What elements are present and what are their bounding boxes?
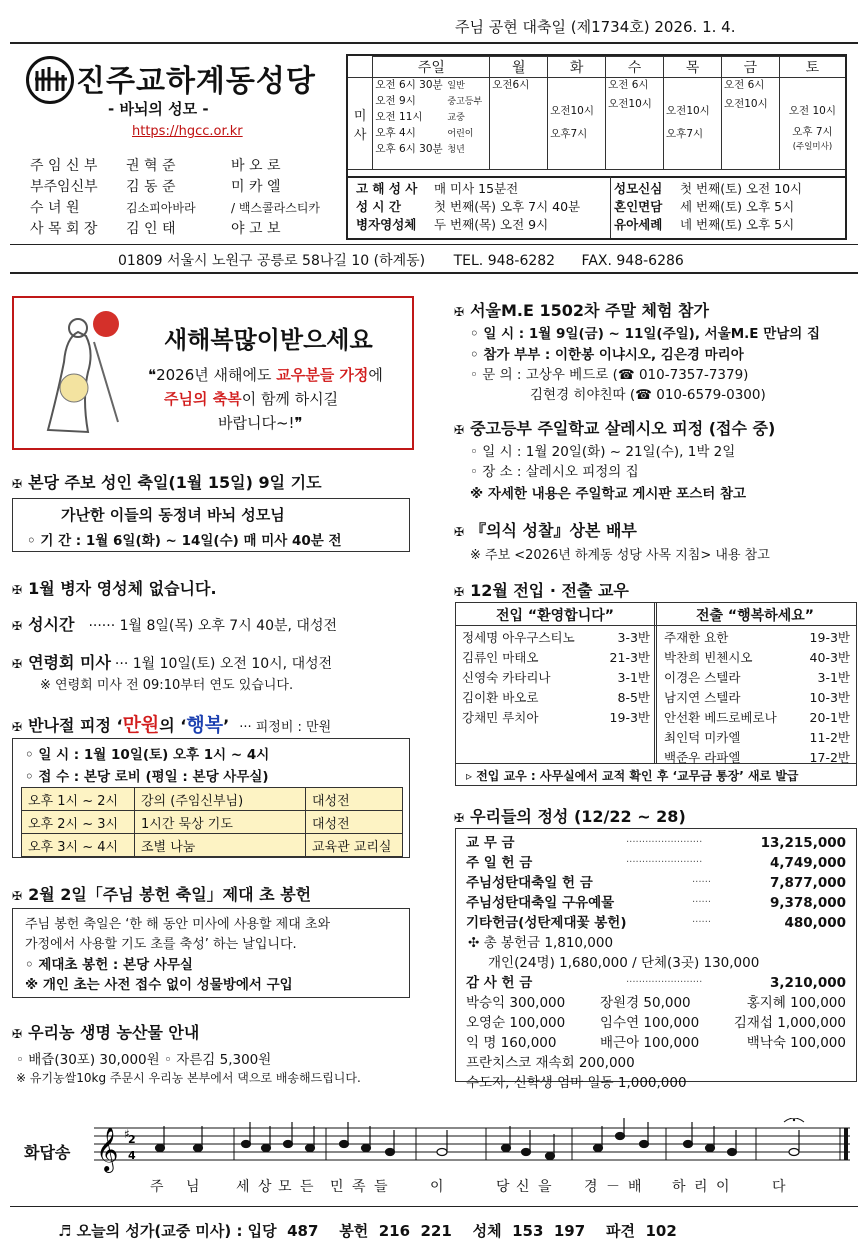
candle-heading: ✠ 2월 2일「주님 봉헌 축일」제대 초 봉헌 (12, 885, 312, 904)
thursday-mass-cell: 오전10시 오후7시 (664, 78, 722, 170)
staff-row: 사 목 회 장 김 인 태 야 고 보 (30, 221, 281, 237)
farm-heading: ✠ 우리농 생명 농산물 안내 (12, 1023, 200, 1042)
farm-note: ※ 유기농쌀10kg 주문시 우리농 본부에서 댁으로 배송해드립니다. (16, 1071, 361, 1085)
issue-info: 주님 공현 대축일 (제1734호) 2026. 1. 4. (455, 18, 736, 36)
total-offering: ✣ 총 봉헌금 1,810,000 (468, 935, 614, 951)
psalm-label: 화답송 (24, 1143, 71, 1162)
youth-retreat-heading: ✠ 중고등부 주일학교 살레시오 피정 (접수 중) (454, 419, 776, 438)
list-item: 정세명 아우구스티노 3-3반 (462, 630, 650, 645)
staff-row: 주 임 신 부 권 혁 준 바 오 로 (30, 158, 281, 174)
list-item: 백준우 라파엘 17-2반 (664, 750, 850, 765)
svg-text:2: 2 (128, 1133, 136, 1146)
donation-row: 주 일 헌 금 ························ 4,749,000 (466, 855, 846, 871)
day-header: 목 (664, 57, 722, 78)
church-motto: - 바뇌의 성모 - (108, 100, 209, 118)
list-item: 주재한 요한 19-3반 (664, 630, 850, 645)
list-item: 김류인 마태오 21-3반 (462, 650, 650, 665)
top-divider (10, 42, 858, 44)
staff-list (30, 156, 320, 240)
novena-box-title: 가난한 이들의 동정녀 바뇌 성모님 (61, 506, 285, 524)
hymn-numbers: ♬ 오늘의 성가(교중 미사) : 입당 487 봉헌 216 221 성체 153 197 파견 102 (58, 1222, 677, 1240)
monday-mass-cell: 오전6시 (490, 78, 548, 170)
table-row: 오후 3시 ~ 4시 조별 나눔 교육관 교리실 (22, 834, 403, 857)
novena-heading: ✠ 본당 주보 성인 축일(1월 15일) 9일 기도 (12, 473, 322, 492)
thanks-row: 익 명 160,000 배근아 100,000 백낙숙 100,000 (466, 1035, 846, 1051)
donation-row: 주님성탄대축일 구유예물 ······ 9,378,000 (466, 895, 846, 911)
donation-row: 주님성탄대축일 헌 금 ······ 7,877,000 (466, 875, 846, 891)
svg-text:♯: ♯ (124, 1127, 130, 1141)
saturday-mass-cell: 오전 10시 오후 7시 (주일미사) (779, 78, 845, 170)
donation-box (455, 828, 857, 1091)
list-item: 강채민 루치아 19-3반 (462, 710, 650, 725)
svg-text:𝄞: 𝄞 (96, 1127, 119, 1171)
banner-line-1: ❝2026년 새해에도 교우분들 가정에 (148, 366, 383, 384)
day-header: 주일 (373, 57, 490, 78)
address-line (118, 250, 684, 270)
day-header: 화 (548, 57, 606, 78)
thanks-row: 오영순 100,000 임수연 100,000 김재섭 1,000,000 (466, 1015, 846, 1031)
transfer-box (455, 602, 857, 786)
transfer-note: ▹ 전입 교우 : 사무실에서 교적 확인 후 ‘교무금 통장’ 새로 발급 (466, 769, 799, 783)
donation-row: 감 사 헌 금 ························ 3,210,000 (466, 975, 846, 991)
list-item: 최인덕 미카엘 11-2반 (664, 730, 850, 745)
elders-mass-heading: ✠ 연령회 미사 ··· 1월 10일(토) 오전 10시, 대성전 (12, 653, 333, 672)
transfer-heading: ✠ 12월 전입 · 전출 교우 (454, 581, 629, 600)
retreat-heading: ✠ 반나절 피정 ‘만원의 ‘행복’ ··· 피정비 : 만원 (12, 714, 332, 736)
list-item: 안선환 베드로베로나 20-1반 (664, 710, 850, 725)
new-year-banner (12, 296, 414, 450)
novena-period: ◦ 기 간 : 1월 6일(화) ~ 14일(수) 매 미사 40분 전 (27, 533, 342, 549)
list-item: 박찬희 빈첸시오 40-3반 (664, 650, 850, 665)
donation-row: 기타헌금(성탄제대꽃 봉헌) ······ 480,000 (466, 915, 846, 931)
elders-note: ※ 연령회 미사 전 09:10부터 연도 있습니다. (40, 678, 294, 693)
banner-line-2: 주님의 축복이 함께 하시길 (164, 390, 339, 408)
candle-box: 주님 봉헌 축일은 ‘한 해 동안 미사에 사용할 제대 초와 가정에서 사용할 기도 초를 축성’ 하는 날입니다. ◦ 제대초 봉헌 : 본당 사무실 ※ 개인 초는 사전 접수 없이 성물방에서 구입 (12, 908, 410, 998)
sunday-mass-cell: 오전 6시 30분 일반 오전 9시 중고등부 오전 11시 교중 오후 4시 어린이 오후 6시 30분 청년 (373, 78, 490, 170)
table-row: 오후 2시 ~ 3시 1시간 묵상 기도 대성전 (22, 811, 403, 834)
svg-text:4: 4 (128, 1149, 136, 1162)
thanks-extra: 수도자, 신학생 엄마 일동 1,000,000 (466, 1075, 687, 1091)
wednesday-mass-cell: 오전 6시 오전10시 (606, 78, 664, 170)
day-header: 토 (779, 57, 845, 78)
fax-text: FAX. 948-6286 (581, 253, 684, 269)
banner-title: 새해복많이받으세요 (164, 326, 373, 354)
list-item: 이경은 스텔라 3-1반 (664, 670, 850, 685)
thanks-extra: 프란치스코 재속회 200,000 (466, 1055, 635, 1071)
day-header: 금 (721, 57, 779, 78)
day-header: 월 (490, 57, 548, 78)
table-row: 오후 1시 ~ 2시 강의 (주임신부님) 대성전 (22, 788, 403, 811)
list-item: 남지연 스텔라 10-3반 (664, 690, 850, 705)
extra-services-right: 성모신심 첫 번째(토) 오전 10시 혼인면담 세 번째(토) 오후 5시 유아세례 네 번째(토) 오후 5시 (614, 181, 803, 232)
extra-services-left: 고 해 성 사 매 미사 15분전 성 시 간 첫 번째(목) 오후 7시 40분 병자영성체 두 번째(목) 오전 9시 (356, 181, 581, 232)
tel-text: TEL. 948-6282 (453, 253, 556, 269)
transfer-out-header: 전출 “행복하세요” (696, 608, 814, 624)
list-item: 신영숙 카타리나 3-1반 (462, 670, 650, 685)
friday-mass-cell: 오전 6시 오전10시 (721, 78, 779, 170)
banner-line-3: 바랍니다~!❞ (218, 414, 303, 432)
farm-items: ◦ 배즙(30포) 30,000원 ◦ 자른김 5,300원 (16, 1052, 272, 1068)
psalm-lyrics: 주 님 세 상 모 든 민 족 들 이 당 신 을 경 － 배 하 리 이 다 (150, 1179, 786, 1195)
bowing-figure-icon (18, 302, 138, 442)
me-heading: ✠ 서울M.E 1502차 주말 체험 참가 (454, 301, 709, 320)
day-header: 수 (606, 57, 664, 78)
church-name: 진주교하계동성당 (76, 64, 316, 99)
retreat-box (12, 738, 410, 858)
staff-row: 수 녀 원 김소피아바라 / 백스콜라스티카 (30, 200, 321, 216)
staff-row: 부주임신부 김 동 준 미 카 엘 (30, 179, 281, 195)
tuesday-mass-cell: 오전10시 오후7시 (548, 78, 606, 170)
transfer-in-list (458, 627, 654, 727)
donation-row: 교 무 금 ························ 13,215,000 (466, 835, 846, 851)
mass-schedule-table (346, 54, 847, 240)
address-text: 01809 서울시 노원구 공릉로 58나길 10 (하계동) (118, 253, 426, 269)
rite-heading: ✠ 『의식 성찰』상본 배부 (454, 521, 637, 540)
retreat-date: ◦ 일 시 : 1월 10일(토) 오후 1시 ~ 4시 (25, 747, 270, 763)
donation-heading: ✠ 우리들의 정성 (12/22 ~ 28) (454, 807, 686, 826)
total-detail: 개인(24명) 1,680,000 / 단체(3곳) 130,000 (488, 955, 760, 971)
list-item: 김이환 바오로 8-5반 (462, 690, 650, 705)
novena-box (12, 498, 410, 552)
mass-side-label: 미사 (348, 78, 373, 170)
transfer-out-list (660, 627, 854, 767)
retreat-registration: ◦ 접 수 : 본당 로비 (평일 : 본당 사무실) (25, 769, 269, 785)
psalm-music-staff (94, 1118, 854, 1180)
transfer-in-header: 전입 “환영합니다” (496, 608, 614, 624)
church-url-link[interactable]: https://hgcc.or.kr (132, 124, 243, 139)
sick-communion-heading: ✠ 1월 병자 영성체 없습니다. (12, 579, 217, 598)
retreat-schedule-table (21, 787, 403, 857)
holy-hour-heading: ✠ 성시간 ······ 1월 8일(목) 오후 7시 40분, 대성전 (12, 615, 337, 634)
thanks-row: 박승익 300,000 장원경 50,000 홍지혜 100,000 (466, 995, 846, 1011)
church-logo-icon (26, 56, 74, 104)
